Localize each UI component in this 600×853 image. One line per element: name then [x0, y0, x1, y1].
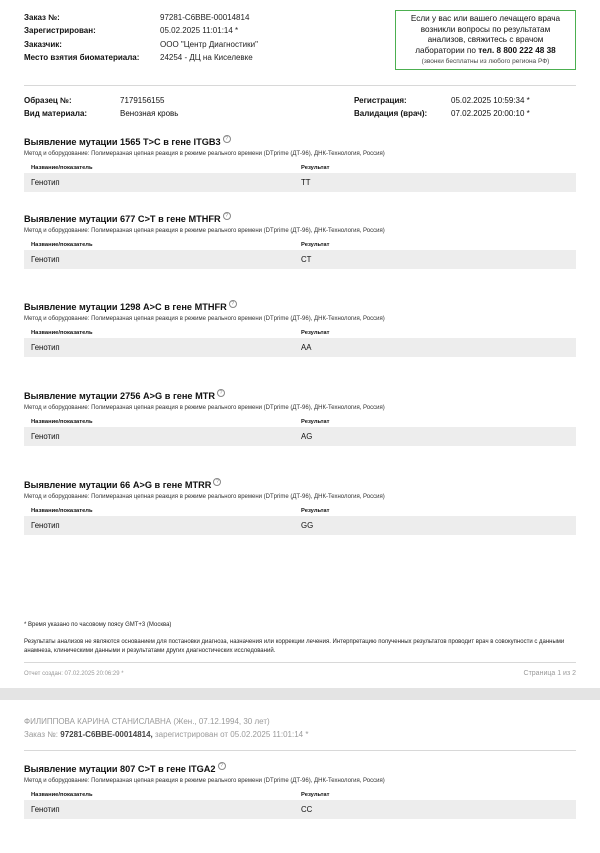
- divider: [24, 662, 576, 663]
- table-row: [24, 427, 576, 446]
- column-name-header: Название/показатель: [31, 165, 93, 171]
- contact-line-3: анализов, свяжитесь с врачом: [427, 35, 544, 45]
- registered-label: Зарегистрирован:: [24, 26, 96, 36]
- method-text: Метод и оборудование: Полимеразная цепная реакция в режиме реального времени (DTprime (ДТ-96), ДНК-Технология, Россия): [24, 778, 385, 784]
- customer-label: Заказчик:: [24, 39, 62, 49]
- column-result-header: Результат: [301, 792, 330, 798]
- row-name: Генотип: [31, 343, 60, 352]
- column-name-header: Название/показатель: [31, 330, 93, 336]
- test-section: [24, 300, 576, 357]
- column-name-header: Название/показатель: [31, 242, 93, 248]
- method-text: Метод и оборудование: Полимеразная цепная реакция в режиме реального времени (DTprime (ДТ-96), ДНК-Технология, Россия): [24, 316, 385, 322]
- table-row: [24, 516, 576, 535]
- row-name: Генотип: [31, 255, 60, 264]
- report-created: Отчет создан: 07.02.2025 20:06:29 *: [24, 671, 124, 677]
- test-section: [24, 212, 576, 269]
- place-label: Место взятия биоматериала:: [24, 52, 140, 62]
- sample-number: 7179156155: [120, 96, 165, 105]
- registration-value: 05.02.2025 10:59:34 *: [451, 96, 530, 105]
- disclaimer: Результаты анализов не являются основанием для постановки диагноза, назначения или коррекции лечения. Интерпретацию полученных результатов проводит врач в совокупности с данными анамнеза, клиническими данными и результатами других диагностических исследований.: [24, 639, 565, 654]
- test-title: Выявление мутации 1565 T>C в гене ITGB3: [24, 137, 221, 147]
- question-icon[interactable]: ?: [229, 300, 237, 308]
- column-result-header: Результат: [301, 165, 330, 171]
- test-title: Выявление мутации 66 A>G в гене MTRR: [24, 480, 212, 490]
- test-section: [24, 762, 576, 819]
- table-row: [24, 800, 576, 819]
- row-result: CC: [301, 805, 313, 814]
- row-name: Генотип: [31, 805, 60, 814]
- contact-phone[interactable]: тел. 8 800 222 48 38: [478, 46, 556, 56]
- divider: [24, 750, 576, 751]
- contact-line-4: лаборатории по: [415, 46, 476, 56]
- column-result-header: Результат: [301, 508, 330, 514]
- registration-label: Регистрация:: [354, 96, 407, 105]
- row-name: Генотип: [31, 178, 60, 187]
- question-icon[interactable]: ?: [213, 478, 221, 486]
- test-title: Выявление мутации 1298 A>C в гене MTHFR: [24, 302, 227, 312]
- report-page-2: [0, 700, 600, 853]
- patient-name: ФИЛИППОВА КАРИНА СТАНИСЛАВНА (Жен., 07.12.1994, 30 лет): [24, 717, 270, 726]
- column-result-header: Результат: [301, 330, 330, 336]
- method-text: Метод и оборудование: Полимеразная цепная реакция в режиме реального времени (DTprime (ДТ-96), ДНК-Технология, Россия): [24, 151, 385, 157]
- question-icon[interactable]: ?: [223, 212, 231, 220]
- order-number-2: 97281-C6BBE-00014814,: [60, 730, 153, 739]
- question-icon[interactable]: ?: [217, 389, 225, 397]
- patient-header: [24, 715, 308, 741]
- registered-value: 05.02.2025 11:01:14 *: [160, 26, 239, 36]
- page-number: Страница 1 из 2: [523, 670, 576, 677]
- contact-line-2: возникли вопросы по результатам: [420, 24, 551, 34]
- table-row: [24, 173, 576, 192]
- order-header: [24, 11, 258, 64]
- sample-dates: [354, 95, 530, 120]
- order-label: Заказ №:: [24, 13, 60, 22]
- contact-note: (звонки бесплатны из любого региона РФ): [421, 57, 550, 65]
- sample-info: [24, 95, 178, 120]
- test-section: [24, 135, 576, 192]
- row-name: Генотип: [31, 432, 60, 441]
- question-icon[interactable]: ?: [218, 762, 226, 770]
- validation-label: Валидация (врач):: [354, 108, 428, 118]
- row-result: AG: [301, 432, 313, 441]
- table-row: [24, 250, 576, 269]
- column-name-header: Название/показатель: [31, 419, 93, 425]
- row-result: TT: [301, 178, 311, 187]
- column-name-header: Название/показатель: [31, 508, 93, 514]
- column-name-header: Название/показатель: [31, 792, 93, 798]
- row-name: Генотип: [31, 521, 60, 530]
- validation-value: 07.02.2025 20:00:10 *: [451, 108, 530, 118]
- test-section: [24, 389, 576, 446]
- divider: [24, 85, 576, 86]
- row-result: CT: [301, 255, 312, 264]
- order-number: 97281-C6BBE-00014814: [160, 13, 250, 22]
- table-row: [24, 338, 576, 357]
- order-registered-2: зарегистрирован от 05.02.2025 11:01:14 *: [155, 730, 309, 739]
- column-result-header: Результат: [301, 242, 330, 248]
- timezone-note: * Время указано по часовому поясу GMT+3 (Москва): [24, 622, 172, 628]
- material-label: Вид материала:: [24, 108, 88, 118]
- method-text: Метод и оборудование: Полимеразная цепная реакция в режиме реального времени (DTprime (ДТ-96), ДНК-Технология, Россия): [24, 405, 385, 411]
- column-result-header: Результат: [301, 419, 330, 425]
- test-title: Выявление мутации 807 C>T в гене ITGA2: [24, 764, 216, 774]
- row-result: AA: [301, 343, 312, 352]
- method-text: Метод и оборудование: Полимеразная цепная реакция в режиме реального времени (DTprime (ДТ-96), ДНК-Технология, Россия): [24, 228, 385, 234]
- sample-label: Образец №:: [24, 96, 72, 105]
- contact-line-1: Если у вас или вашего лечащего врача: [410, 14, 561, 23]
- contact-box: [395, 10, 576, 70]
- customer-value: ООО "Центр Диагностики": [160, 39, 258, 49]
- method-text: Метод и оборудование: Полимеразная цепная реакция в режиме реального времени (DTprime (ДТ-96), ДНК-Технология, Россия): [24, 494, 385, 500]
- test-title: Выявление мутации 2756 A>G в гене MTR: [24, 391, 215, 401]
- order-label-2: Заказ №:: [24, 730, 59, 739]
- test-title: Выявление мутации 677 C>T в гене MTHFR: [24, 214, 221, 224]
- material-value: Венозная кровь: [120, 108, 179, 118]
- row-result: GG: [301, 521, 314, 530]
- question-icon[interactable]: ?: [223, 135, 231, 143]
- test-section: [24, 478, 576, 535]
- place-value: 24254 - ДЦ на Киселевке: [160, 52, 253, 62]
